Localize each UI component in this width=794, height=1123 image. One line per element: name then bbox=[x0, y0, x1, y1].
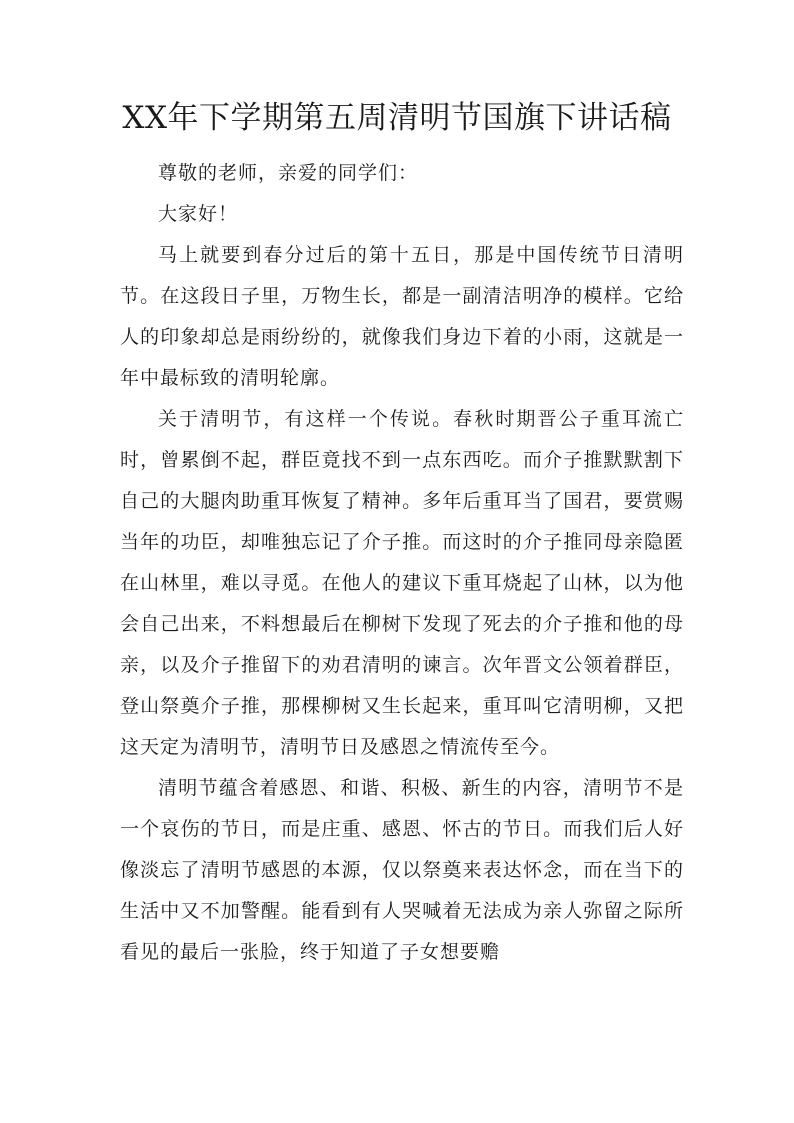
document-body bbox=[120, 153, 684, 973]
paragraph-legend: 关于清明节，有这样一个传说。春秋时期晋公子重耳流亡时，曾累倒不起，群臣竟找不到一点东西吃。而介子推默默割下自己的大腿肉助重耳恢复了精神。多年后重耳当了国君，要赏赐当年的功臣，却唯独忘记了介子推。而这时的介子推同母亲隐匿在山林里，难以寻觅。在他人的建议下重耳烧起了山林，以为他会自己出来，不料想最后在柳树下发现了死去的介子推和他的母亲，以及介子推留下的劝君清明的谏言。次年晋文公领着群臣，登山祭奠介子推，那棵柳树又生长起来，重耳叫它清明柳，又把这天定为清明节，清明节日及感恩之情流传至今。 bbox=[120, 408, 684, 758]
document-title: XX年下学期第五周清明节国旗下讲话稿 bbox=[122, 100, 672, 136]
paragraph-spring: 马上就要到春分过后的第十五日，那是中国传统节日清明节。在这段日子里，万物生长，都是一副清洁明净的模样。它给人的印象却总是雨纷纷的，就像我们身边下着的小雨，这就是一年中最标致的清明轮廓。 bbox=[120, 244, 684, 389]
paragraph-meaning: 清明节蕴含着感恩、和谐、积极、新生的内容，清明节不是一个哀伤的节日，而是庄重、感恩、怀古的节日。而我们后人好像淡忘了清明节感恩的本源，仅以祭奠来表达怀念，而在当下的生活中又不加警醒。能看到有人哭喊着无法成为亲人弥留之际所看见的最后一张脸，终于知道了子女想要赡 bbox=[120, 777, 684, 963]
greeting-line: 尊敬的老师，亲爱的同学们： bbox=[158, 162, 419, 184]
salutation-line: 大家好！ bbox=[158, 203, 239, 225]
